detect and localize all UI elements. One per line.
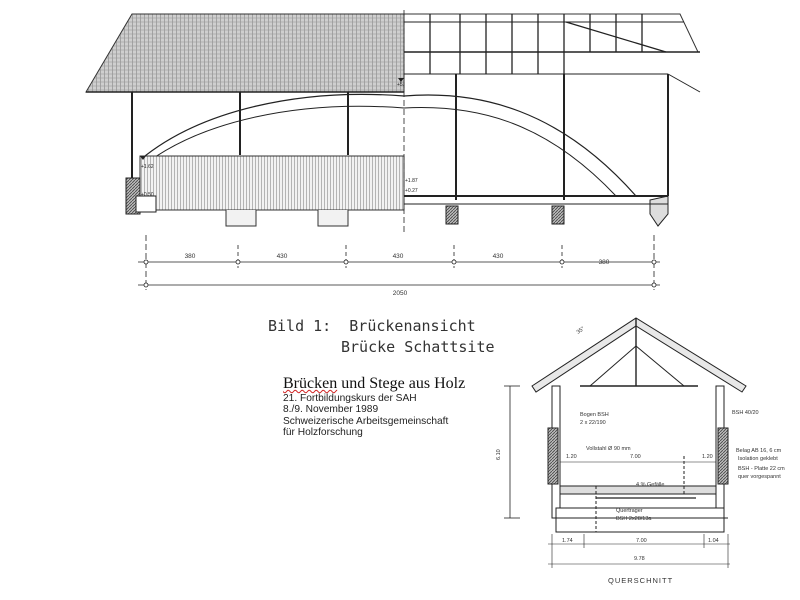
vollstahl-label: Vollstahl Ø 90 mm	[586, 446, 631, 452]
gefaelle-label: 4 % Gefälle	[636, 482, 665, 488]
bottom-dim-mid: 7.00	[636, 538, 647, 544]
book-title-rest: und Stege aus Holz	[337, 375, 466, 392]
bottom-dim-total: 9.78	[634, 556, 645, 562]
roof-angle-label: 35°	[575, 325, 586, 336]
svg-text:+0.27: +0.27	[405, 188, 418, 194]
quertraeger-label: Querträger	[616, 508, 643, 514]
roof-shingled	[86, 14, 404, 92]
book-line-org: Schweizerische Arbeitsgemeinschaft	[283, 415, 449, 427]
belag-label-3: BSH - Platte 22 cm	[738, 466, 785, 472]
figure-subtitle: Brücke Schattsite	[341, 338, 495, 356]
dim-430-b: 430	[392, 253, 404, 260]
book-line-date: 8./9. November 1989	[283, 404, 379, 416]
book-title-word: Brücken	[283, 375, 338, 392]
section-labels	[496, 326, 785, 585]
bsh-post-label: BSH 40/20	[732, 410, 759, 416]
section-title: QUERSCHNITT	[608, 576, 674, 585]
belag-label-1: Belag AB 16, 6 cm	[736, 448, 782, 454]
cross-section	[504, 318, 746, 568]
bogen-size-label: 2 x 22/190	[580, 420, 606, 426]
inner-dim-right: 1.20	[702, 454, 713, 460]
section-roof	[532, 318, 746, 392]
bottom-dim-right: 1.04	[708, 538, 719, 544]
book-line-org-2: für Holzforschung	[283, 426, 363, 438]
bridge-elevation	[86, 10, 700, 297]
arch-left	[140, 94, 404, 160]
dim-380-right: 380	[598, 259, 610, 266]
dim-430-c: 430	[492, 253, 504, 260]
book-title	[283, 375, 465, 393]
inner-dim-left: 1.20	[566, 454, 577, 460]
belag-label-2: Isolation geklebt	[738, 456, 778, 462]
dimension-labels	[185, 253, 610, 297]
bottom-dim-left: 1.74	[562, 538, 573, 544]
svg-text:+0.50: +0.50	[141, 192, 154, 198]
book-line-course: 21. Fortbildungskurs der SAH	[283, 393, 417, 404]
rafters	[430, 14, 666, 74]
figure-caption	[268, 317, 476, 335]
inner-dim-mid: 7.00	[630, 454, 641, 460]
section-height-label: 6.10	[496, 449, 502, 460]
dim-430-a: 430	[276, 253, 288, 260]
book-info	[283, 393, 448, 438]
roof-frame	[404, 14, 698, 52]
dim-380-left: 380	[184, 253, 196, 260]
side-cladding	[140, 156, 404, 210]
svg-text:+1.87: +1.87	[405, 178, 418, 184]
figure-title: Brückenansicht	[349, 317, 476, 335]
figure-label: Bild 1:	[268, 317, 332, 335]
bogen-label: Bogen BSH	[580, 412, 609, 418]
dimension-chain	[138, 235, 660, 290]
quertraeger-size-label: BSH 2x28/13a	[616, 516, 652, 522]
belag-label-4: quer vorgespannt	[738, 474, 781, 480]
svg-text:+5.: +5.	[397, 82, 405, 88]
dim-total: 2050	[392, 290, 408, 297]
svg-text:+1.62: +1.62	[141, 164, 154, 170]
